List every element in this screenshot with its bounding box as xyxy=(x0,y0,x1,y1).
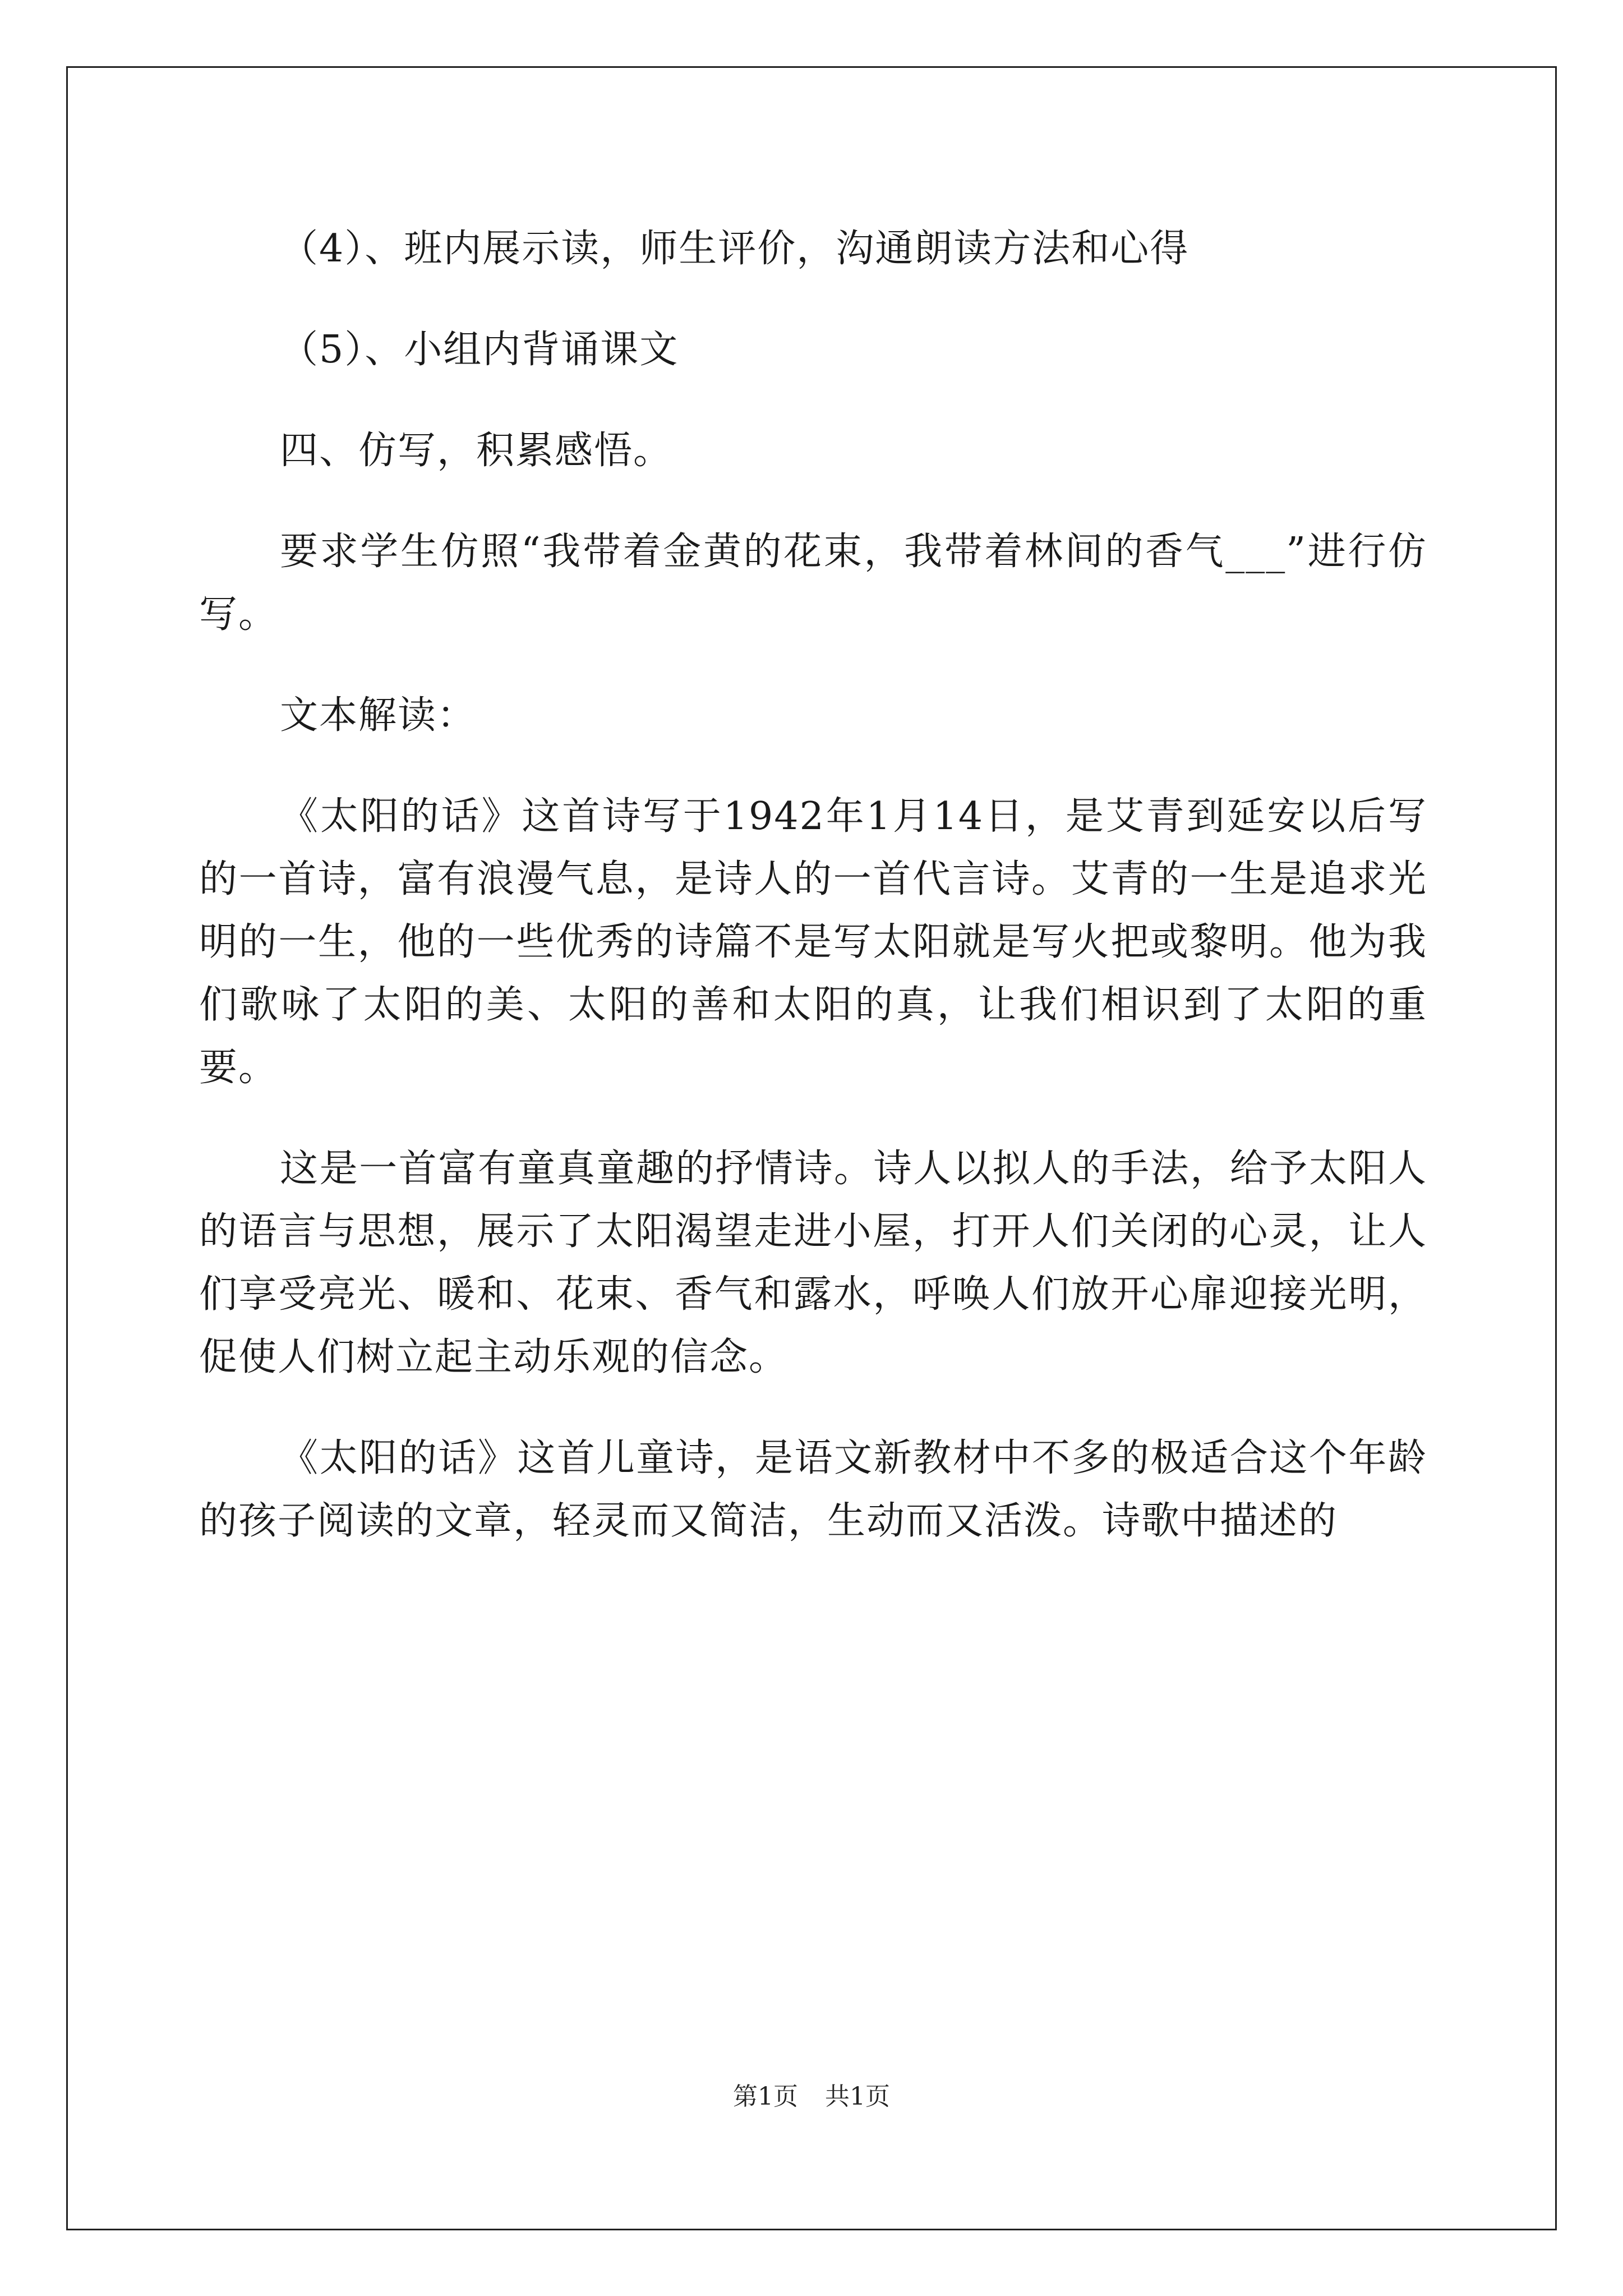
page-total: 共1页 xyxy=(825,2082,890,2111)
paragraph-reading-display: （4）、班内展示读，师生评价，沟通朗读方法和心得 xyxy=(280,227,1189,271)
page-number: 第1页 xyxy=(733,2082,798,2111)
paragraph-group-recite: （5）、小组内背诵课文 xyxy=(280,328,679,372)
paragraph-imitation-task: 要求学生仿照“我带着金黄的花束，我带着林间的香气___”进行仿写。 xyxy=(199,530,1427,637)
paragraph-poem-theme: 这是一首富有童真童趣的抒情诗。诗人以拟人的手法，给予太阳人的语言与思想，展示了太阳渴望走进小屋，打开人们关闭的心灵，让人们享受亮光、暖和、花束、香气和露水，呼唤人们放开心扉迎接光明，促使人们树立起主动乐观的信念。 xyxy=(199,1147,1427,1379)
paragraph-poem-evaluation: 《太阳的话》这首儿童诗，是语文新教材中不多的极适合这个年龄的孩子阅读的文章，轻灵而又简洁，生动而又活泼。诗歌中描述的 xyxy=(199,1436,1427,1543)
page-footer xyxy=(0,2080,1623,2114)
document-body xyxy=(199,218,1427,1591)
section-heading-text-reading: 文本解读： xyxy=(280,693,477,738)
paragraph-poem-background: 《太阳的话》这首诗写于1942年1月14日，是艾青到延安以后写的一首诗，富有浪漫气息，是诗人的一首代言诗。艾青的一生是追求光明的一生，他的一些优秀的诗篇不是写太阳就是写火把或黎明。他为我们歌咏了太阳的美、太阳的善和太阳的真，让我们相识到了太阳的重要。 xyxy=(199,794,1427,1090)
section-heading-imitation: 四、仿写，积累感悟。 xyxy=(280,429,673,473)
